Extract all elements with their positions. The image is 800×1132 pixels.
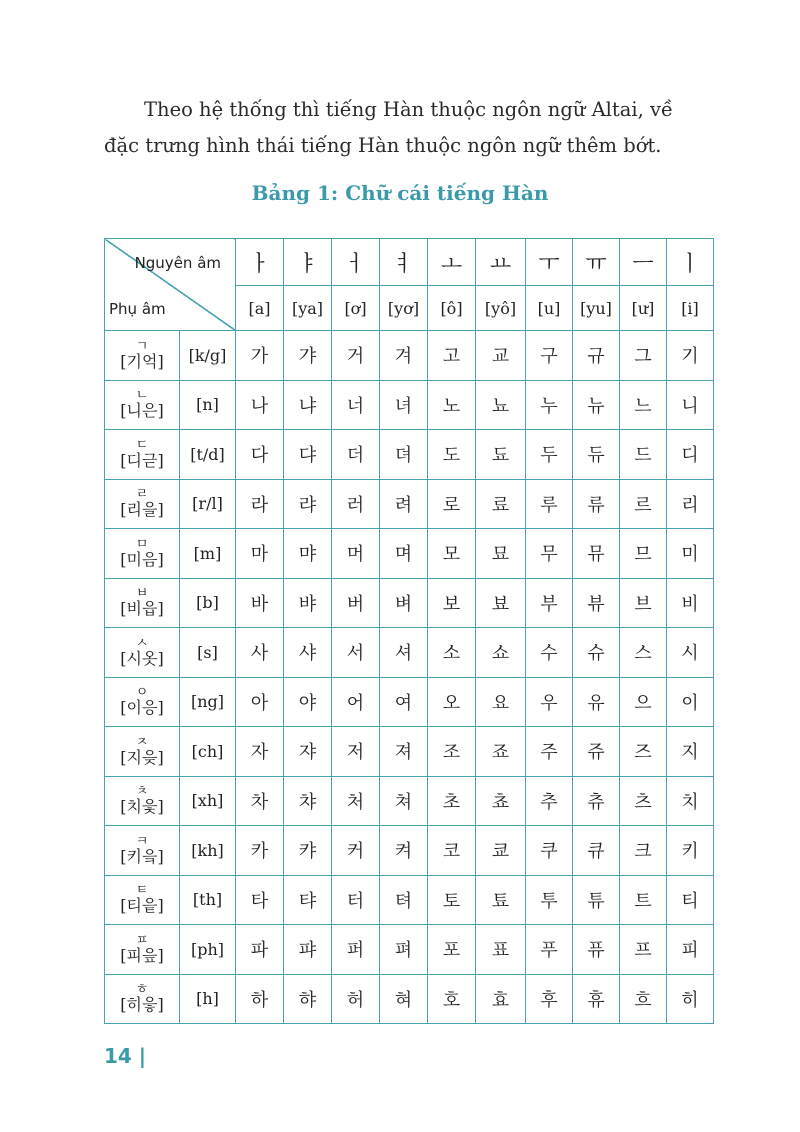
vowel-romanization-cell: [yơ]: [380, 286, 428, 331]
vowel-cell: ㅕ: [380, 239, 428, 286]
syllable-cell: 먀: [284, 529, 332, 579]
syllable-cell: 서: [332, 628, 380, 678]
syllable-cell: 툐: [476, 875, 526, 925]
syllable-cell: 슈: [573, 628, 620, 678]
consonant-sound-cell: [r/l]: [180, 479, 236, 529]
consonant-row: [105, 380, 714, 430]
syllable-cell: 규: [573, 331, 620, 381]
syllable-cell: 겨: [380, 331, 428, 381]
consonant-name: [피읖]: [120, 945, 164, 965]
syllable-cell: 갸: [284, 331, 332, 381]
syllable-cell: 고: [428, 331, 476, 381]
syllable-cell: 노: [428, 380, 476, 430]
syllable-cell: 버: [332, 578, 380, 628]
syllable-cell: 휴: [573, 974, 620, 1024]
vowel-romanization-cell: [u]: [526, 286, 573, 331]
syllable-cell: 쿠: [526, 826, 573, 876]
syllable-cell: 라: [236, 479, 284, 529]
syllable-cell: 누: [526, 380, 573, 430]
syllable-cell: 자: [236, 727, 284, 777]
vowel-romanization-cell: [yô]: [476, 286, 526, 331]
syllable-cell: 유: [573, 677, 620, 727]
consonant-name: [미음]: [120, 549, 164, 569]
syllable-cell: 후: [526, 974, 573, 1024]
syllable-cell: 포: [428, 925, 476, 975]
consonant-cell: [105, 430, 180, 480]
consonant-cell: [105, 875, 180, 925]
syllable-cell: 오: [428, 677, 476, 727]
syllable-cell: 바: [236, 578, 284, 628]
syllable-cell: 랴: [284, 479, 332, 529]
consonant-row: [105, 974, 714, 1024]
syllable-cell: 쵸: [476, 776, 526, 826]
syllable-cell: 러: [332, 479, 380, 529]
syllable-cell: 마: [236, 529, 284, 579]
syllable-cell: 사: [236, 628, 284, 678]
vowel-cell: ㅠ: [573, 239, 620, 286]
syllable-cell: 므: [620, 529, 667, 579]
syllable-cell: 차: [236, 776, 284, 826]
syllable-cell: 료: [476, 479, 526, 529]
syllable-cell: 효: [476, 974, 526, 1024]
syllable-cell: 쿄: [476, 826, 526, 876]
consonant-row: [105, 875, 714, 925]
consonant-cell: [105, 578, 180, 628]
consonant-row: [105, 430, 714, 480]
syllable-cell: 샤: [284, 628, 332, 678]
vowel-cell: ㅡ: [620, 239, 667, 286]
consonant-name: [지읒]: [120, 747, 164, 767]
syllable-cell: 커: [332, 826, 380, 876]
syllable-cell: 츠: [620, 776, 667, 826]
vowel-cell: ㅜ: [526, 239, 573, 286]
syllable-cell: 뎌: [380, 430, 428, 480]
consonant-sound-cell: [n]: [180, 380, 236, 430]
syllable-cell: 머: [332, 529, 380, 579]
syllable-cell: 녀: [380, 380, 428, 430]
vowel-romanization-cell: [ô]: [428, 286, 476, 331]
syllable-cell: 뵤: [476, 578, 526, 628]
syllable-cell: 다: [236, 430, 284, 480]
vowel-romanization-cell: [i]: [667, 286, 714, 331]
consonant-row: [105, 331, 714, 381]
syllable-cell: 냐: [284, 380, 332, 430]
vowel-cell: ㅣ: [667, 239, 714, 286]
vowel-romanization-cell: [a]: [236, 286, 284, 331]
syllable-cell: 챠: [284, 776, 332, 826]
syllable-cell: 미: [667, 529, 714, 579]
consonant-sound-cell: [h]: [180, 974, 236, 1024]
syllable-cell: 어: [332, 677, 380, 727]
syllable-cell: 저: [332, 727, 380, 777]
consonant-jamo: ㄱ: [135, 338, 149, 354]
syllable-cell: 며: [380, 529, 428, 579]
syllable-cell: 으: [620, 677, 667, 727]
syllable-cell: 피: [667, 925, 714, 975]
syllable-cell: 려: [380, 479, 428, 529]
consonant-sound-cell: [b]: [180, 578, 236, 628]
consonant-sound-cell: [kh]: [180, 826, 236, 876]
syllable-cell: 모: [428, 529, 476, 579]
consonant-cell: [105, 628, 180, 678]
syllable-cell: 추: [526, 776, 573, 826]
vowel-romanization-cell: [ư]: [620, 286, 667, 331]
corner-vowel-label: Nguyên âm: [134, 254, 221, 272]
syllable-cell: 터: [332, 875, 380, 925]
syllable-cell: 뷰: [573, 578, 620, 628]
syllable-cell: 드: [620, 430, 667, 480]
consonant-sound-cell: [ng]: [180, 677, 236, 727]
consonant-cell: [105, 380, 180, 430]
syllable-cell: 르: [620, 479, 667, 529]
consonant-row: [105, 925, 714, 975]
table-caption: Bảng 1: Chữ cái tiếng Hàn: [251, 181, 549, 205]
syllable-cell: 퍄: [284, 925, 332, 975]
corner-consonant-label: Phụ âm: [109, 300, 166, 318]
consonant-jamo: ㄷ: [135, 437, 149, 453]
consonant-jamo: ㅈ: [135, 734, 149, 750]
consonant-cell: [105, 331, 180, 381]
syllable-cell: 주: [526, 727, 573, 777]
syllable-cell: 요: [476, 677, 526, 727]
syllable-cell: 더: [332, 430, 380, 480]
syllable-cell: 교: [476, 331, 526, 381]
syllable-cell: 댜: [284, 430, 332, 480]
consonant-row: [105, 479, 714, 529]
syllable-cell: 로: [428, 479, 476, 529]
vowel-romanization-cell: [yu]: [573, 286, 620, 331]
syllable-cell: 시: [667, 628, 714, 678]
syllable-cell: 뉴: [573, 380, 620, 430]
syllable-cell: 큐: [573, 826, 620, 876]
syllable-cell: 탸: [284, 875, 332, 925]
consonant-cell: [105, 677, 180, 727]
syllable-cell: 지: [667, 727, 714, 777]
vowel-romanization-cell: [ya]: [284, 286, 332, 331]
syllable-cell: 죠: [476, 727, 526, 777]
hangul-alphabet-table: [104, 238, 714, 1024]
consonant-sound-cell: [t/d]: [180, 430, 236, 480]
syllable-cell: 나: [236, 380, 284, 430]
syllable-cell: 셔: [380, 628, 428, 678]
consonant-name: [기억]: [120, 351, 164, 371]
consonant-sound-cell: [ch]: [180, 727, 236, 777]
syllable-cell: 호: [428, 974, 476, 1024]
consonant-sound-cell: [s]: [180, 628, 236, 678]
intro-paragraph: Theo hệ thống thì tiếng Hàn thuộc ngôn ngữ Altai, về đặc trưng hình thái tiếng Hàn thuộc ngôn ngữ thêm bớt.: [104, 98, 674, 157]
consonant-row: [105, 529, 714, 579]
syllable-cell: 리: [667, 479, 714, 529]
syllable-cell: 아: [236, 677, 284, 727]
vowel-cell: ㅛ: [476, 239, 526, 286]
syllable-cell: 크: [620, 826, 667, 876]
syllable-cell: 무: [526, 529, 573, 579]
syllable-cell: 그: [620, 331, 667, 381]
vowel-cell: ㅓ: [332, 239, 380, 286]
syllable-cell: 퍼: [332, 925, 380, 975]
syllable-cell: 수: [526, 628, 573, 678]
consonant-name: [치읓]: [120, 797, 164, 817]
syllable-cell: 히: [667, 974, 714, 1024]
syllable-cell: 져: [380, 727, 428, 777]
syllable-cell: 푸: [526, 925, 573, 975]
vowel-romanization-cell: [ơ]: [332, 286, 380, 331]
consonant-row: [105, 727, 714, 777]
consonant-name: [히읗]: [120, 995, 164, 1015]
syllable-cell: 코: [428, 826, 476, 876]
vowel-header-row: [105, 239, 714, 286]
syllable-cell: 햐: [284, 974, 332, 1024]
syllable-cell: 비: [667, 578, 714, 628]
syllable-cell: 펴: [380, 925, 428, 975]
syllable-cell: 됴: [476, 430, 526, 480]
syllable-cell: 키: [667, 826, 714, 876]
consonant-jamo: ㄴ: [135, 388, 149, 404]
syllable-cell: 츄: [573, 776, 620, 826]
syllable-cell: 우: [526, 677, 573, 727]
syllable-cell: 프: [620, 925, 667, 975]
consonant-sound-cell: [ph]: [180, 925, 236, 975]
consonant-row: [105, 826, 714, 876]
consonant-cell: [105, 925, 180, 975]
syllable-cell: 캬: [284, 826, 332, 876]
syllable-cell: 켜: [380, 826, 428, 876]
consonant-cell: [105, 727, 180, 777]
syllable-cell: 스: [620, 628, 667, 678]
syllable-cell: 토: [428, 875, 476, 925]
consonant-jamo: ㅂ: [135, 586, 149, 602]
syllable-cell: 뱌: [284, 578, 332, 628]
syllable-cell: 투: [526, 875, 573, 925]
syllable-cell: 부: [526, 578, 573, 628]
syllable-cell: 흐: [620, 974, 667, 1024]
syllable-cell: 처: [332, 776, 380, 826]
consonant-jamo: ㅇ: [135, 685, 149, 701]
consonant-cell: [105, 826, 180, 876]
syllable-cell: 치: [667, 776, 714, 826]
syllable-cell: 기: [667, 331, 714, 381]
consonant-cell: [105, 479, 180, 529]
consonant-jamo: ㅁ: [135, 536, 149, 552]
consonant-name: [티읕]: [120, 896, 164, 916]
consonant-sound-cell: [k/g]: [180, 331, 236, 381]
syllable-cell: 쥬: [573, 727, 620, 777]
syllable-cell: 너: [332, 380, 380, 430]
consonant-name: [리을]: [120, 500, 164, 520]
syllable-cell: 디: [667, 430, 714, 480]
consonant-jamo: ㅋ: [135, 833, 149, 849]
syllable-cell: 쳐: [380, 776, 428, 826]
syllable-cell: 파: [236, 925, 284, 975]
consonant-name: [시옷]: [120, 648, 164, 668]
syllable-cell: 텨: [380, 875, 428, 925]
syllable-cell: 거: [332, 331, 380, 381]
syllable-cell: 뇨: [476, 380, 526, 430]
syllable-cell: 허: [332, 974, 380, 1024]
consonant-jamo: ㅌ: [135, 883, 149, 899]
consonant-jamo: ㅊ: [135, 784, 149, 800]
syllable-cell: 보: [428, 578, 476, 628]
syllable-cell: 카: [236, 826, 284, 876]
syllable-cell: 조: [428, 727, 476, 777]
vowel-cell: ㅑ: [284, 239, 332, 286]
corner-header-cell: [105, 239, 236, 331]
syllable-cell: 야: [284, 677, 332, 727]
vowel-cell: ㅏ: [236, 239, 284, 286]
syllable-cell: 혀: [380, 974, 428, 1024]
consonant-row: [105, 578, 714, 628]
syllable-cell: 튜: [573, 875, 620, 925]
consonant-name: [이응]: [120, 698, 164, 718]
consonant-sound-cell: [th]: [180, 875, 236, 925]
consonant-jamo: ㄹ: [135, 487, 149, 503]
consonant-jamo: ㅎ: [135, 982, 149, 998]
syllable-cell: 가: [236, 331, 284, 381]
consonant-cell: [105, 529, 180, 579]
consonant-sound-cell: [m]: [180, 529, 236, 579]
syllable-cell: 소: [428, 628, 476, 678]
consonant-name: [디귿]: [120, 450, 164, 470]
syllable-cell: 브: [620, 578, 667, 628]
syllable-cell: 이: [667, 677, 714, 727]
consonant-jamo: ㅍ: [135, 932, 149, 948]
consonant-cell: [105, 974, 180, 1024]
syllable-cell: 두: [526, 430, 573, 480]
syllable-cell: 쟈: [284, 727, 332, 777]
syllable-cell: 초: [428, 776, 476, 826]
syllable-cell: 구: [526, 331, 573, 381]
syllable-cell: 여: [380, 677, 428, 727]
consonant-name: [키읔]: [120, 846, 164, 866]
consonant-sound-cell: [xh]: [180, 776, 236, 826]
syllable-cell: 하: [236, 974, 284, 1024]
syllable-cell: 루: [526, 479, 573, 529]
syllable-cell: 티: [667, 875, 714, 925]
consonant-cell: [105, 776, 180, 826]
syllable-cell: 느: [620, 380, 667, 430]
syllable-cell: 트: [620, 875, 667, 925]
syllable-cell: 즈: [620, 727, 667, 777]
syllable-cell: 듀: [573, 430, 620, 480]
consonant-row: [105, 677, 714, 727]
syllable-cell: 표: [476, 925, 526, 975]
consonant-row: [105, 776, 714, 826]
page-number: 14 |: [104, 1044, 147, 1068]
syllable-cell: 타: [236, 875, 284, 925]
consonant-name: [비읍]: [120, 599, 164, 619]
syllable-cell: 니: [667, 380, 714, 430]
syllable-cell: 퓨: [573, 925, 620, 975]
syllable-cell: 묘: [476, 529, 526, 579]
syllable-cell: 뮤: [573, 529, 620, 579]
syllable-cell: 도: [428, 430, 476, 480]
consonant-row: [105, 628, 714, 678]
syllable-cell: 쇼: [476, 628, 526, 678]
syllable-cell: 류: [573, 479, 620, 529]
syllable-cell: 벼: [380, 578, 428, 628]
consonant-name: [니은]: [120, 401, 164, 421]
vowel-cell: ㅗ: [428, 239, 476, 286]
consonant-jamo: ㅅ: [135, 635, 149, 651]
